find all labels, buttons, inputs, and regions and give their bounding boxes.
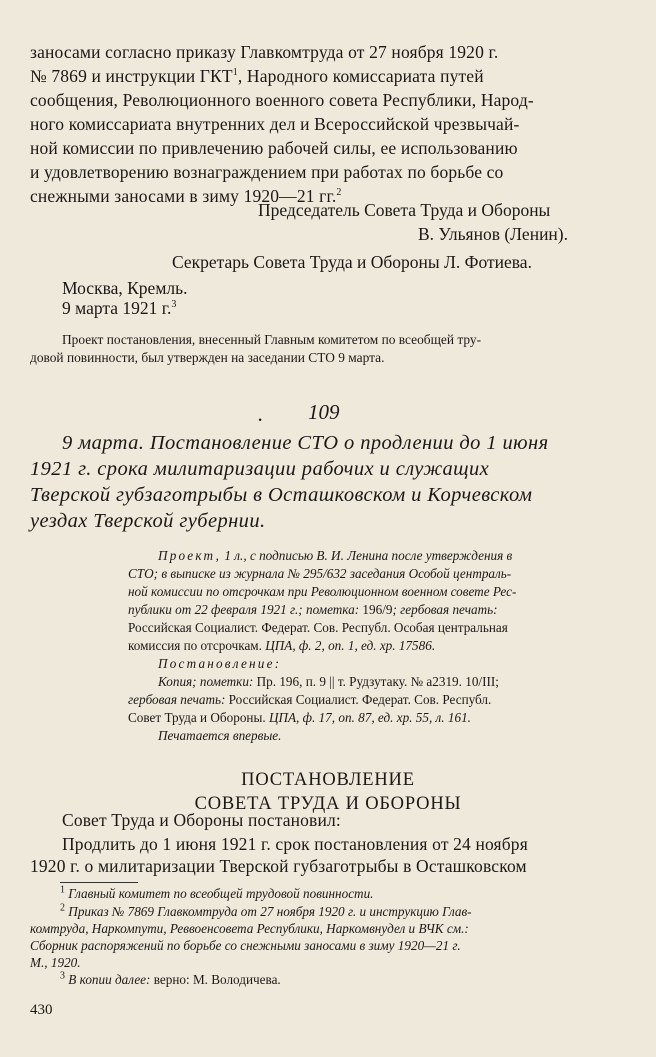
signature-date (62, 298, 176, 319)
footnote-marker: 1 (60, 884, 65, 896)
document-number: 109 (308, 400, 340, 424)
source-line: Печатается впервые. (158, 728, 282, 743)
source-line: СТО; в выписке из журнала № 295/632 заседания Особой централь- (128, 566, 512, 581)
text-span: ЦПА, ф. 17, оп. 87, ед. хр. 55, л. 161. (268, 710, 471, 725)
title-line: 9 марта. Постановление СТО о продлении до 1 июня (62, 432, 549, 454)
text-line: Продлить до 1 июня 1921 г. срок постановления от 24 ноября (62, 834, 528, 854)
footnote-rule (60, 882, 138, 883)
footnote-ref: 2 (336, 187, 342, 199)
text-span: № 7869 и инструкции ГКТ (30, 66, 233, 86)
signature-chair: Председатель Совета Труда и Обороны (258, 200, 551, 220)
footnote-line: М., 1920. (30, 955, 81, 970)
text-span: Пр. 196, п. 9 || т. Рудзутаку. № а2319. 10/III; (256, 674, 499, 689)
text-span: снежными заносами в зиму 1920—21 гг. (30, 186, 337, 206)
footnote-2 (60, 904, 472, 920)
source-line (158, 548, 512, 564)
text-span: Проект, (158, 548, 222, 563)
source-line: Постановление: (158, 656, 282, 671)
title-line: 1921 г. срока милитаризации рабочих и служащих (30, 458, 490, 480)
footnote-ref: 3 (171, 299, 177, 311)
footnote-line: Сборник распоряжений по борьбе со снежными заносами в зиму 1920—21 г. (30, 938, 461, 953)
signature-secretary: Секретарь Совета Труда и Обороны Л. Фотиева. (172, 252, 532, 272)
heading-line: ПОСТАНОВЛЕНИЕ (241, 770, 415, 790)
note-line: довой повинности, был утвержден на заседании СТО 9 марта. (30, 350, 385, 365)
text-span: комиссия по отсрочкам. (128, 638, 266, 653)
text-span: В копии далее: (68, 972, 154, 987)
signature-name: В. Ульянов (Ленин). (418, 224, 568, 244)
text-line: и удовлетворению вознаграждением при работах по борьбе со (30, 162, 504, 182)
heading-line: СОВЕТА ТРУДА И ОБОРОНЫ (194, 794, 462, 814)
text-span: 196/9 (362, 602, 393, 617)
text-span: Главный комитет по всеобщей трудовой повинности. (68, 886, 374, 901)
source-line: ной комиссии по отсрочкам при Революционном военном совете Рес- (128, 584, 517, 599)
text-span: Приказ № 7869 Главкомтруда от 27 ноября 1920 г. и инструкцию Глав- (68, 904, 472, 919)
doc-number-dot: . (258, 402, 264, 426)
text-span: Совет Труда и Обороны. (128, 710, 269, 725)
footnote-marker: 3 (60, 970, 65, 982)
text-span: Российская Социалист. Федерат. Сов. Республ. (228, 692, 492, 707)
footnote-marker: 2 (60, 902, 65, 914)
text-span: , Народного комиссариата путей (237, 66, 484, 86)
source-line (128, 692, 491, 708)
title-line: Тверской губзаготрыбы в Осташковском и Корчевском (30, 484, 533, 506)
footnote-1 (60, 886, 373, 902)
text-line: Совет Труда и Обороны постановил: (62, 810, 341, 830)
text-span: 9 марта 1921 г. (62, 298, 172, 318)
footnote-line: комтруда, Наркомпути, Реввоенсовета Республики, Наркомвнудел и ВЧК см.: (30, 921, 469, 936)
page-number: 430 (30, 1002, 53, 1018)
footnote-3 (60, 972, 281, 988)
text-span: Копия; пометки: (158, 674, 257, 689)
title-line: уездах Тверской губернии. (30, 510, 266, 532)
source-line (128, 710, 471, 726)
text-line: сообщения, Революционного военного совета Республики, Народ- (30, 90, 534, 110)
text-span: ; гербовая печать: (392, 602, 498, 617)
footnote-ref: 1 (232, 67, 238, 79)
source-line (128, 602, 498, 618)
text-span: верно: М. Володичева. (153, 972, 281, 987)
text-span: публики от 22 февраля 1921 г.; пометка: (128, 602, 363, 617)
text-line: ного комиссариата внутренних дел и Всероссийской чрезвычай- (30, 114, 520, 134)
signature-place: Москва, Кремль. (62, 278, 188, 298)
text-line: ной комиссии по привлечению рабочей силы, ее использованию (30, 138, 518, 158)
text-line (30, 66, 484, 87)
text-span: 1 л., с подписью В. И. Ленина после утверждения в (221, 548, 513, 563)
source-line (158, 674, 499, 690)
text-line: заносами согласно приказу Главкомтруда от 27 ноября 1920 г. (30, 42, 499, 62)
text-span: ЦПА, ф. 2, оп. 1, ед. хр. 17586. (265, 638, 436, 653)
text-line: 1920 г. о милитаризации Тверской губзаготрыбы в Осташковском (30, 856, 527, 876)
text-span: гербовая печать: (128, 692, 229, 707)
source-line (128, 638, 435, 654)
source-line: Российская Социалист. Федерат. Сов. Республ. Особая центральная (128, 620, 508, 635)
note-line: Проект постановления, внесенный Главным комитетом по всеобщей тру- (62, 332, 482, 347)
